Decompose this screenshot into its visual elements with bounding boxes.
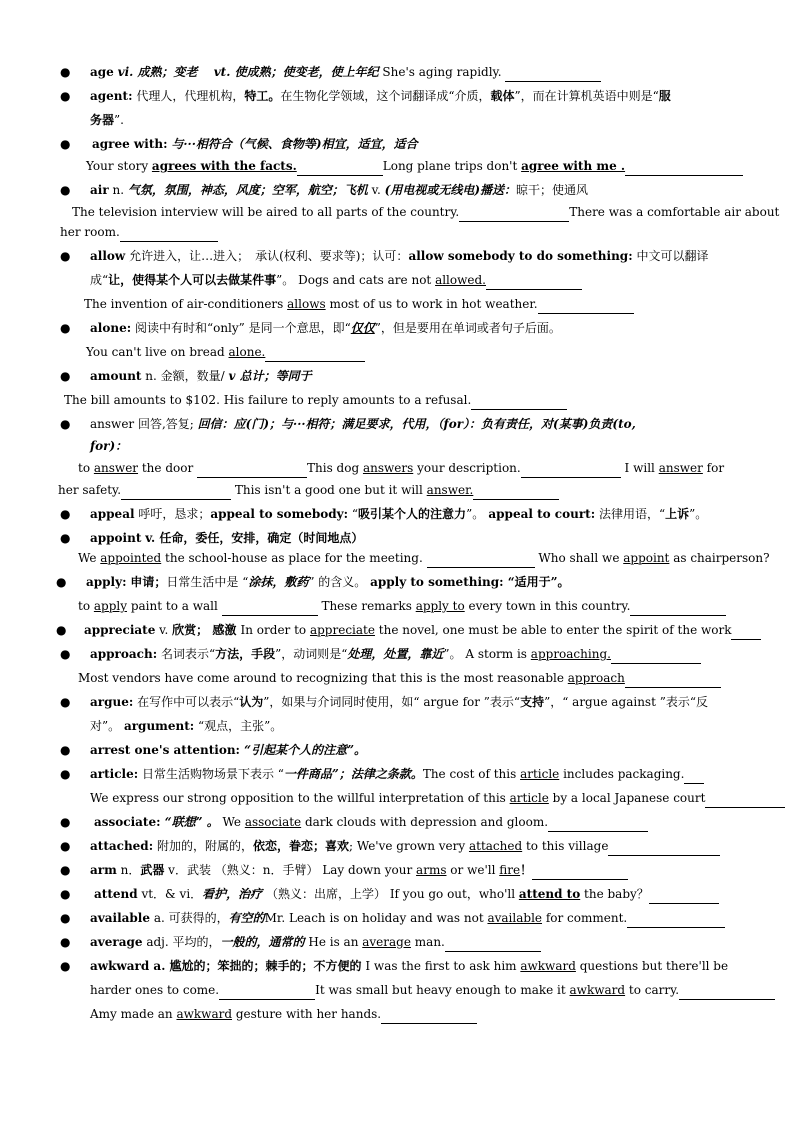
- answer-blank: [445, 938, 541, 952]
- answer-blank: [521, 464, 621, 478]
- answer-blank: [486, 276, 582, 290]
- entry-appreciate: ● appreciate v. 欣赏； 感激 In order to appreciate the novel, one must be able to enter the spirit of the work: [0, 620, 794, 640]
- entry-definition: 与···相符合（气候、食物等)相宜，适宜，适合: [171, 137, 418, 151]
- entry-word: arm: [90, 863, 117, 877]
- entry-word: amount: [90, 369, 142, 383]
- answer-blank: [219, 986, 315, 1000]
- bullet-icon: ●: [60, 507, 71, 521]
- entry-word: attend: [94, 887, 138, 901]
- entry-word: apply:: [86, 575, 127, 589]
- bullet-icon: ●: [60, 935, 71, 949]
- entry-attend: ● attend vt．& vi．看护，治疗 （熟义：出席，上学） If you go out，who'll attend to the baby？: [0, 884, 794, 904]
- bullet-icon: ●: [60, 137, 71, 151]
- bullet-icon: ●: [60, 321, 71, 335]
- entry-available: ● available a. 可获得的，有空的Mr. Leach is on holiday and was not available for comment.: [0, 908, 794, 928]
- bullet-icon: ●: [56, 623, 67, 637]
- entry-amount: ● amount n. 金额，数量/ v 总计；等同于: [0, 366, 794, 386]
- entry-word: agent:: [90, 89, 133, 103]
- answer-blank: [649, 890, 719, 904]
- answer-blank: [121, 486, 231, 500]
- answer-blank: [679, 986, 775, 1000]
- answer-blank: [120, 228, 218, 242]
- bullet-icon: ●: [60, 369, 71, 383]
- entry-word: agree with:: [92, 137, 168, 151]
- answer-blank: [538, 300, 634, 314]
- entry-definition: v. 任命，委任，安排，确定（时间地点）: [145, 531, 364, 545]
- bullet-icon: ●: [60, 959, 71, 973]
- document-page: ● age vi. 成熟；变老 vt. 使成熟；使变老，使上年纪 She's aging rapidly. ● agent: 代理人，代理机构，特工。在生物化学领域，这个词翻译成“介质，载体”，而在计算机英语中则是“服 务器”. ● agree with: 与···相符合（气候、食物等)相宜，适宜，适合 Your story agrees with the facts. Long plane trips don't agree with me . ● air n. 气氛，氛围，神态，风度；空军，航空；飞机 v. (用电视或无线电)播送：晾干；使通风 The television interview will be aired to all parts of the country. There was a comfortable air about her room. ● allow 允许进入，让…进入； 承认(权利、要求等)；认可：allow somebody to do something: 中文可以翻译 成“让，使得某个人可以去做某件事”。 Dogs and cats are not allowed. The invention of air-conditioners allows most of us to work in hot weather. ● alone: 阅读中有时和“only” 是同一个意思，即“仅仅”，但是要用在单词或者句子后面。 You can't live on bread alone. ● amount n. 金额，数量/ v 总计；等同于 The bill amounts to $102. His failure to reply amounts to a refusal. ● answer 回答,答复; 回信：应(门)；与···相符；满足要求，代用，（for）：负有责任，对(某事)负责(to, for)： to answer the door This dog answers your description. I will answer for her safety. This isn't a good one but it will answer. ● appeal 呼吁，恳求；appeal to somebody: “吸引某个人的注意力”。 appeal to court: 法律用语，“上诉”。 ● appoint v. 任命，委任，安排，确定（时间地点） We appointed the school-house as place for the meeting. Who shall we appoint as chairperson? ● apply: 申请；日常生活中是 “涂抹，敷药” 的含义。 apply to something: “适用于”。 to apply paint to a wall These remarks apply to every town in this country. ● appreciate v. 欣赏； 感激 In order to appreciate the novel, one must be able to enter the spirit of the work ● approach: 名词表示“方法，手段”，动词则是“处理，处置，靠近”。 A storm is approaching. Most vendors have come around to recognizing that this is the most reasonable approach ● argue: 在写作中可以表示“认为”，如果与介词同时使用，如“ argue for ”表示“支持”，“ argue against ”表示“反 对”。 argument: “观点，主张”。 ● arrest one's attention: “引起某个人的注意”。 ● article: 日常生活购物场景下表示 “一件商品”；法律之条款。The cost of this article includes packaging. We express our strong opposition to the willful interpretation of this article by a local Japanese court ● associate: “联想” 。 We associate dark clouds with depression and gloom. ● attached: 附加的，附属的，依恋，眷恋；喜欢; We've grown very attached to this village ● arm n．武器 v．武装 （熟义：n．手臂） Lay down your arms or we'll fire！ ● attend vt．& vi．看护，治疗 （熟义：出席，上学） If you go out，who'll attend to the baby？ ● available a. 可获得的，有空的Mr. Leach is on holiday and was not available for comment. ● average adj. 平均的，一般的，通常的 He is an average man. ● awkward a. 尴尬的；笨拙的；棘手的；不方便的 I was the first to ask him awkward questions but there'll be harder ones to come. It was small but heavy enough to make it awkward to carry. Amy made an awkward gesture with her hands.: [0, 0, 794, 1123]
- answer-blank: [625, 162, 743, 176]
- entry-appeal: ● appeal 呼吁，恳求；appeal to somebody: “吸引某个人的注意力”。 appeal to court: 法律用语，“上诉”。: [0, 504, 794, 524]
- entry-word: article:: [90, 767, 139, 781]
- entry-argue: ● argue: 在写作中可以表示“认为”，如果与介词同时使用，如“ argue for ”表示“支持”，“ argue against ”表示“反: [0, 692, 794, 712]
- answer-blank: [473, 486, 559, 500]
- answer-blank: [297, 162, 383, 176]
- entry-air: ● air n. 气氛，氛围，神态，风度；空军，航空；飞机 v. (用电视或无线电)播送：晾干；使通风: [0, 180, 794, 200]
- entry-word: available: [90, 911, 150, 925]
- entry-word: answer: [90, 417, 135, 431]
- answer-blank: [630, 602, 726, 616]
- example-sentence: She's aging rapidly.: [382, 65, 502, 79]
- bullet-icon: ●: [60, 89, 71, 103]
- entry-attached: ● attached: 附加的，附属的，依恋，眷恋；喜欢; We've grown very attached to this village: [0, 836, 794, 856]
- answer-blank: [381, 1010, 477, 1024]
- entry-word: associate:: [94, 815, 161, 829]
- answer-blank: [627, 914, 725, 928]
- answer-blank: [222, 602, 318, 616]
- answer-blank: [625, 674, 721, 688]
- entry-appoint: [0, 528, 794, 548]
- entry-definition: vi. 成熟；变老 vt. 使成熟；使变老，使上年纪: [117, 65, 379, 79]
- answer-blank: [684, 770, 704, 784]
- bullet-icon: ●: [60, 695, 71, 709]
- bullet-icon: ●: [60, 647, 71, 661]
- answer-blank: [548, 818, 648, 832]
- entry-agree-with: [0, 134, 794, 154]
- entry-word: appreciate: [84, 623, 156, 637]
- entry-word: appeal: [90, 507, 135, 521]
- answer-blank: [532, 866, 628, 880]
- answer-blank: [608, 842, 720, 856]
- bullet-icon: ●: [60, 887, 71, 901]
- entry-word: argue:: [90, 695, 134, 709]
- entry-word: alone:: [90, 321, 132, 335]
- bullet-icon: ●: [60, 815, 71, 829]
- entry-arm: ● arm n．武器 v．武装 （熟义：n．手臂） Lay down your arms or we'll fire！: [0, 860, 794, 880]
- bullet-icon: ●: [60, 531, 71, 545]
- answer-blank: [427, 554, 535, 568]
- entry-average: ● average adj. 平均的，一般的，通常的 He is an average man.: [0, 932, 794, 952]
- entry-article: ● article: 日常生活购物场景下表示 “一件商品”；法律之条款。The cost of this article includes packaging.: [0, 764, 794, 784]
- bullet-icon: ●: [60, 863, 71, 877]
- entry-associate: ● associate: “联想” 。 We associate dark clouds with depression and gloom.: [0, 812, 794, 832]
- bullet-icon: ●: [60, 65, 71, 79]
- answer-blank: [611, 650, 701, 664]
- bullet-icon: ●: [60, 911, 71, 925]
- entry-word: awkward: [90, 959, 150, 973]
- entry-word: age: [90, 65, 114, 79]
- entry-word: arrest one's attention:: [90, 743, 240, 757]
- entry-word: air: [90, 183, 109, 197]
- entry-word: attached:: [90, 839, 154, 853]
- entry-word: approach:: [90, 647, 158, 661]
- entry-word: average: [90, 935, 143, 949]
- bullet-icon: ●: [60, 417, 71, 431]
- entry-word: allow: [90, 249, 126, 263]
- bullet-icon: ●: [60, 839, 71, 853]
- answer-blank: [265, 348, 365, 362]
- entry-apply: ● apply: 申请；日常生活中是 “涂抹，敷药” 的含义。 apply to something: “适用于”。: [0, 572, 794, 592]
- answer-blank: [459, 208, 569, 222]
- entry-arrest: ● arrest one's attention: “引起某个人的注意”。: [0, 740, 794, 760]
- bullet-icon: ●: [60, 183, 71, 197]
- entry-alone: ● alone: 阅读中有时和“only” 是同一个意思，即“仅仅”，但是要用在单词或者句子后面。: [0, 318, 794, 338]
- answer-blank: [471, 396, 567, 410]
- entry-answer: ● answer 回答,答复; 回信：应(门)；与···相符；满足要求，代用，（for）：负有责任，对(某事)负责(to,: [0, 414, 794, 434]
- bullet-icon: ●: [60, 743, 71, 757]
- bullet-icon: ●: [56, 575, 67, 589]
- entry-word: appoint: [90, 531, 142, 545]
- entry-agent: ● agent: 代理人，代理机构，特工。在生物化学领域，这个词翻译成“介质，载体”，而在计算机英语中则是“服: [0, 86, 794, 106]
- entry-allow: ● allow 允许进入，让…进入； 承认(权利、要求等)；认可：allow somebody to do something: 中文可以翻译: [0, 246, 794, 266]
- answer-blank: [731, 626, 761, 640]
- entry-age: [0, 62, 794, 82]
- entry-awkward: ● awkward a. 尴尬的；笨拙的；棘手的；不方便的 I was the first to ask him awkward questions but there'll be: [0, 956, 794, 976]
- answer-blank: [505, 68, 601, 82]
- answer-blank: [705, 794, 785, 808]
- entry-approach: ● approach: 名词表示“方法，手段”，动词则是“处理，处置，靠近”。 A storm is approaching.: [0, 644, 794, 664]
- bullet-icon: ●: [60, 249, 71, 263]
- bullet-icon: ●: [60, 767, 71, 781]
- answer-blank: [197, 464, 307, 478]
